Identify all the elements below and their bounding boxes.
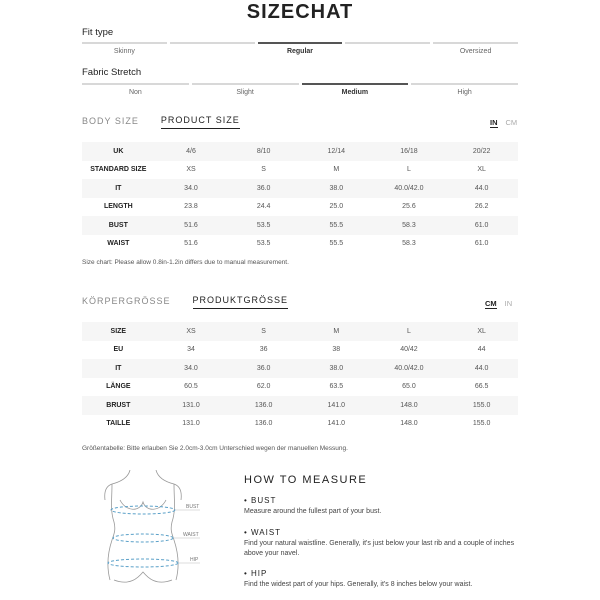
table-cell: 141.0 xyxy=(300,396,373,415)
table-cell: 65.0 xyxy=(402,383,416,391)
size-tab[interactable]: KÖRPERGRÖSSE xyxy=(82,296,171,306)
table-cell: 51.6 xyxy=(155,216,228,235)
table-cell: LENGTH xyxy=(103,203,133,211)
scale-option: Regular xyxy=(258,42,343,55)
unit-option[interactable]: CM xyxy=(485,299,497,308)
measure-label: • HIP xyxy=(244,569,268,578)
figure-label-bust: BUST xyxy=(186,504,200,510)
table-cell: 34.0 xyxy=(155,359,228,378)
figure-label-waist: WAIST xyxy=(183,532,199,538)
table-cell: M xyxy=(333,166,340,174)
table-row xyxy=(82,161,518,180)
size-chart-note: Size chart: Please allow 0.8in-1.2in differs due to manual measurement. xyxy=(82,259,289,266)
measure-item-bust xyxy=(244,496,534,517)
table-cell: 25.6 xyxy=(402,203,416,211)
scale-option xyxy=(345,42,430,55)
table-cell: 55.5 xyxy=(329,240,344,248)
table-cell: 55.5 xyxy=(300,216,373,235)
table-cell: 148.0 xyxy=(400,420,418,428)
measure-desc: Find your natural waistline. Generally, it's just below your last rib and a couple of inches above your navel. xyxy=(244,540,515,557)
table-cell: TAILLE xyxy=(106,420,131,428)
table-row xyxy=(82,179,518,198)
table-row xyxy=(82,359,518,378)
table-cell: LÄNGE xyxy=(106,383,131,391)
table-cell: 23.8 xyxy=(184,203,198,211)
table-cell: STANDARD SIZE xyxy=(90,166,147,174)
unit-option[interactable]: IN xyxy=(490,118,498,127)
table-row xyxy=(82,396,518,415)
table-cell: 36.0 xyxy=(227,359,300,378)
measure-item-waist xyxy=(244,528,534,559)
table-cell: WAIST xyxy=(107,240,130,248)
page-title: SIZECHAT xyxy=(246,1,354,23)
scale-option: High xyxy=(411,83,518,96)
table-cell: 25.0 xyxy=(329,203,344,211)
size-chart-tabs xyxy=(82,115,240,129)
table-cell: 141.0 xyxy=(327,420,346,428)
table-cell: 66.5 xyxy=(474,383,489,391)
table-cell: 44.0 xyxy=(445,179,518,198)
table-row xyxy=(82,216,518,235)
table-cell: S xyxy=(227,322,300,341)
measure-label: • WAIST xyxy=(244,528,282,537)
table-row xyxy=(82,415,518,434)
fabric-stretch-scale xyxy=(82,83,518,96)
how-to-measure-title: HOW TO MEASURE xyxy=(244,474,368,486)
measure-desc: Measure around the fullest part of your bust. xyxy=(244,508,382,515)
measure-desc: Find the widest part of your hips. Generally, it's 8 inches below your waist. xyxy=(244,581,473,588)
table-row xyxy=(82,378,518,397)
table-cell: 34 xyxy=(187,346,195,354)
table-cell: 58.3 xyxy=(402,240,416,248)
fabric-stretch-label: Fabric Stretch xyxy=(82,67,142,78)
table-cell: 44.0 xyxy=(445,359,518,378)
table-cell: 53.5 xyxy=(227,216,300,235)
table-cell: 38.0 xyxy=(300,179,373,198)
fit-type-label: Fit type xyxy=(82,27,114,38)
table-cell: 61.0 xyxy=(474,240,489,248)
table-cell: 148.0 xyxy=(373,396,446,415)
scale-option: Skinny xyxy=(82,42,167,55)
table-cell: SIZE xyxy=(82,322,155,341)
table-cell: 8/10 xyxy=(227,142,300,161)
table-cell: XS xyxy=(186,166,196,174)
table-cell: 131.0 xyxy=(155,396,228,415)
figure-label-hip: HIP xyxy=(190,557,199,563)
table-cell: 155.0 xyxy=(445,396,518,415)
table-cell: L xyxy=(407,166,411,174)
size-tab[interactable]: PRODUKTGRÖSSE xyxy=(193,295,289,309)
table-cell: 36 xyxy=(259,346,268,354)
table-cell: BUST xyxy=(82,216,155,235)
table-cell: 136.0 xyxy=(254,420,273,428)
table-cell: BRUST xyxy=(82,396,155,415)
unit-toggle xyxy=(490,118,517,128)
table-cell: 60.5 xyxy=(184,383,198,391)
fit-type-scale xyxy=(82,42,518,55)
size-tab[interactable]: PRODUCT SIZE xyxy=(161,115,240,129)
table-cell: 58.3 xyxy=(373,216,446,235)
table-cell: 40/42 xyxy=(400,346,418,354)
table-cell: XS xyxy=(155,322,228,341)
table-cell: 38.0 xyxy=(300,359,373,378)
table-row xyxy=(82,198,518,217)
table-cell: 62.0 xyxy=(256,383,271,391)
table-cell: 40.0/42.0 xyxy=(373,179,446,198)
table-cell: 44 xyxy=(477,346,486,354)
table-cell: 4/6 xyxy=(155,142,228,161)
table-cell: 38 xyxy=(332,346,341,354)
table-cell: 40.0/42.0 xyxy=(373,359,446,378)
table-cell: 12/14 xyxy=(300,142,373,161)
size-chart-note-de: Größentabelle: Bitte erlauben Sie 2.0cm-3.0cm Unterschied wegen der manuellen Messung. xyxy=(82,445,348,452)
measure-label: • BUST xyxy=(244,496,277,505)
unit-option[interactable]: CM xyxy=(505,118,518,127)
unit-option[interactable]: IN xyxy=(504,299,513,308)
table-cell: 63.5 xyxy=(329,383,344,391)
size-chart-tabs-de xyxy=(82,295,288,309)
scale-option: Non xyxy=(82,83,189,96)
table-row xyxy=(82,235,518,254)
table-cell: S xyxy=(261,166,266,174)
table-cell: 34.0 xyxy=(155,179,228,198)
table-cell: IT xyxy=(82,179,155,198)
table-cell: 26.2 xyxy=(474,203,489,211)
product-size-table-de xyxy=(82,322,518,433)
scale-option xyxy=(170,42,255,55)
size-tab[interactable]: BODY SIZE xyxy=(82,116,139,126)
table-cell: IT xyxy=(82,359,155,378)
table-cell: EU xyxy=(113,346,124,354)
table-cell: XL xyxy=(445,322,518,341)
table-cell: 36.0 xyxy=(227,179,300,198)
scale-option: Slight xyxy=(192,83,299,96)
table-row xyxy=(82,322,518,341)
table-cell: 136.0 xyxy=(227,396,300,415)
scale-option: Oversized xyxy=(433,42,518,55)
body-measurement-figure xyxy=(90,470,210,600)
table-cell: 61.0 xyxy=(445,216,518,235)
product-size-table xyxy=(82,142,518,253)
unit-toggle-de xyxy=(485,299,512,309)
table-row xyxy=(82,341,518,360)
table-cell: 24.4 xyxy=(256,203,271,211)
table-cell: M xyxy=(300,322,373,341)
table-cell: 16/18 xyxy=(373,142,446,161)
table-cell: 53.5 xyxy=(256,240,271,248)
table-cell: 155.0 xyxy=(472,420,491,428)
table-cell: 131.0 xyxy=(182,420,200,428)
scale-option: Medium xyxy=(302,83,409,96)
table-cell: UK xyxy=(82,142,155,161)
table-cell: L xyxy=(373,322,446,341)
table-cell: 51.6 xyxy=(184,240,198,248)
table-row xyxy=(82,142,518,161)
table-cell: 20/22 xyxy=(445,142,518,161)
table-cell: XL xyxy=(477,166,486,174)
measure-item-hip xyxy=(244,569,534,590)
